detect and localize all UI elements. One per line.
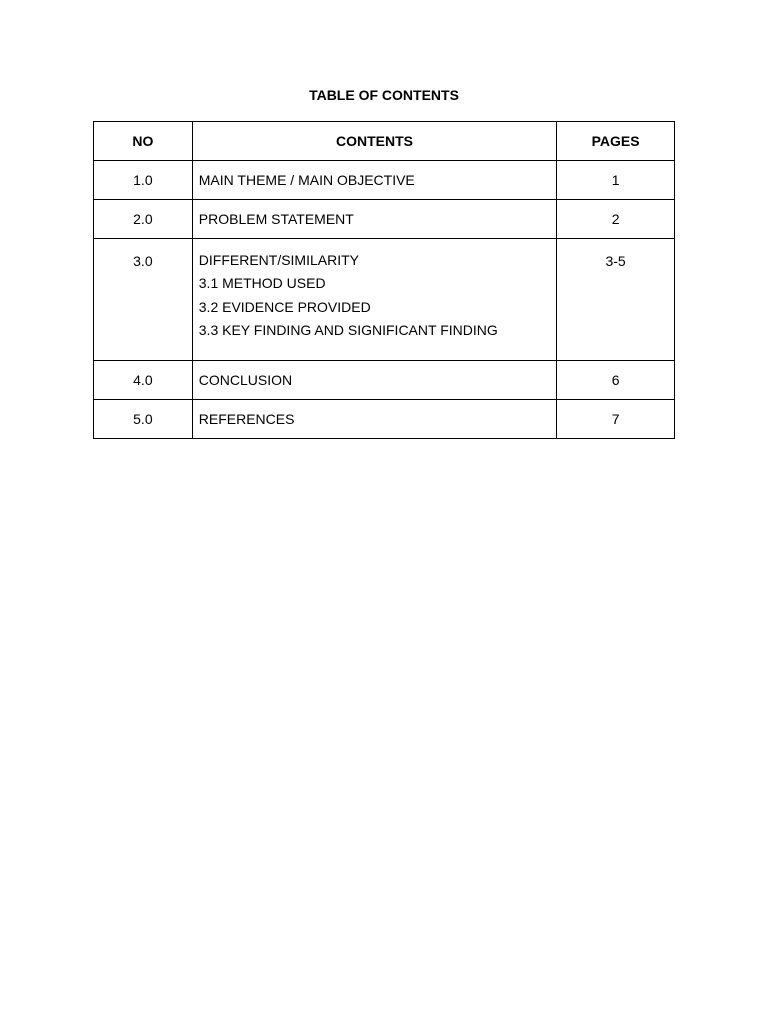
table-row [94,239,675,361]
header-pages: PAGES [557,122,675,161]
row-pages: 3-5 [557,239,675,361]
table-row [94,200,675,239]
row-number: 1.0 [94,161,193,200]
table-header-row [94,122,675,161]
table-row [94,361,675,400]
row-pages: 2 [557,200,675,239]
table-of-contents [93,121,675,439]
row-contents: MAIN THEME / MAIN OBJECTIVE [192,161,556,200]
row-contents: REFERENCES [192,400,556,439]
row-number: 2.0 [94,200,193,239]
subsection-item: 3.1 METHOD USED [198,275,326,292]
row-contents [192,239,556,361]
header-no: NO [94,122,193,161]
row-contents: CONCLUSION [192,361,556,400]
table-row [94,161,675,200]
row-number: 3.0 [94,239,193,361]
row-pages: 7 [557,400,675,439]
subsection-item: 3.3 KEY FINDING AND SIGNIFICANT FINDING [198,321,498,338]
row-pages: 1 [557,161,675,200]
section-heading: DIFFERENT/SIMILARITY [198,252,359,268]
header-contents: CONTENTS [192,122,556,161]
row-number: 4.0 [94,361,193,400]
row-contents: PROBLEM STATEMENT [192,200,556,239]
row-pages: 6 [557,361,675,400]
table-row [94,400,675,439]
page-title: TABLE OF CONTENTS [309,87,459,103]
row-number: 5.0 [94,400,193,439]
subsection-item: 3.2 EVIDENCE PROVIDED [198,298,371,315]
